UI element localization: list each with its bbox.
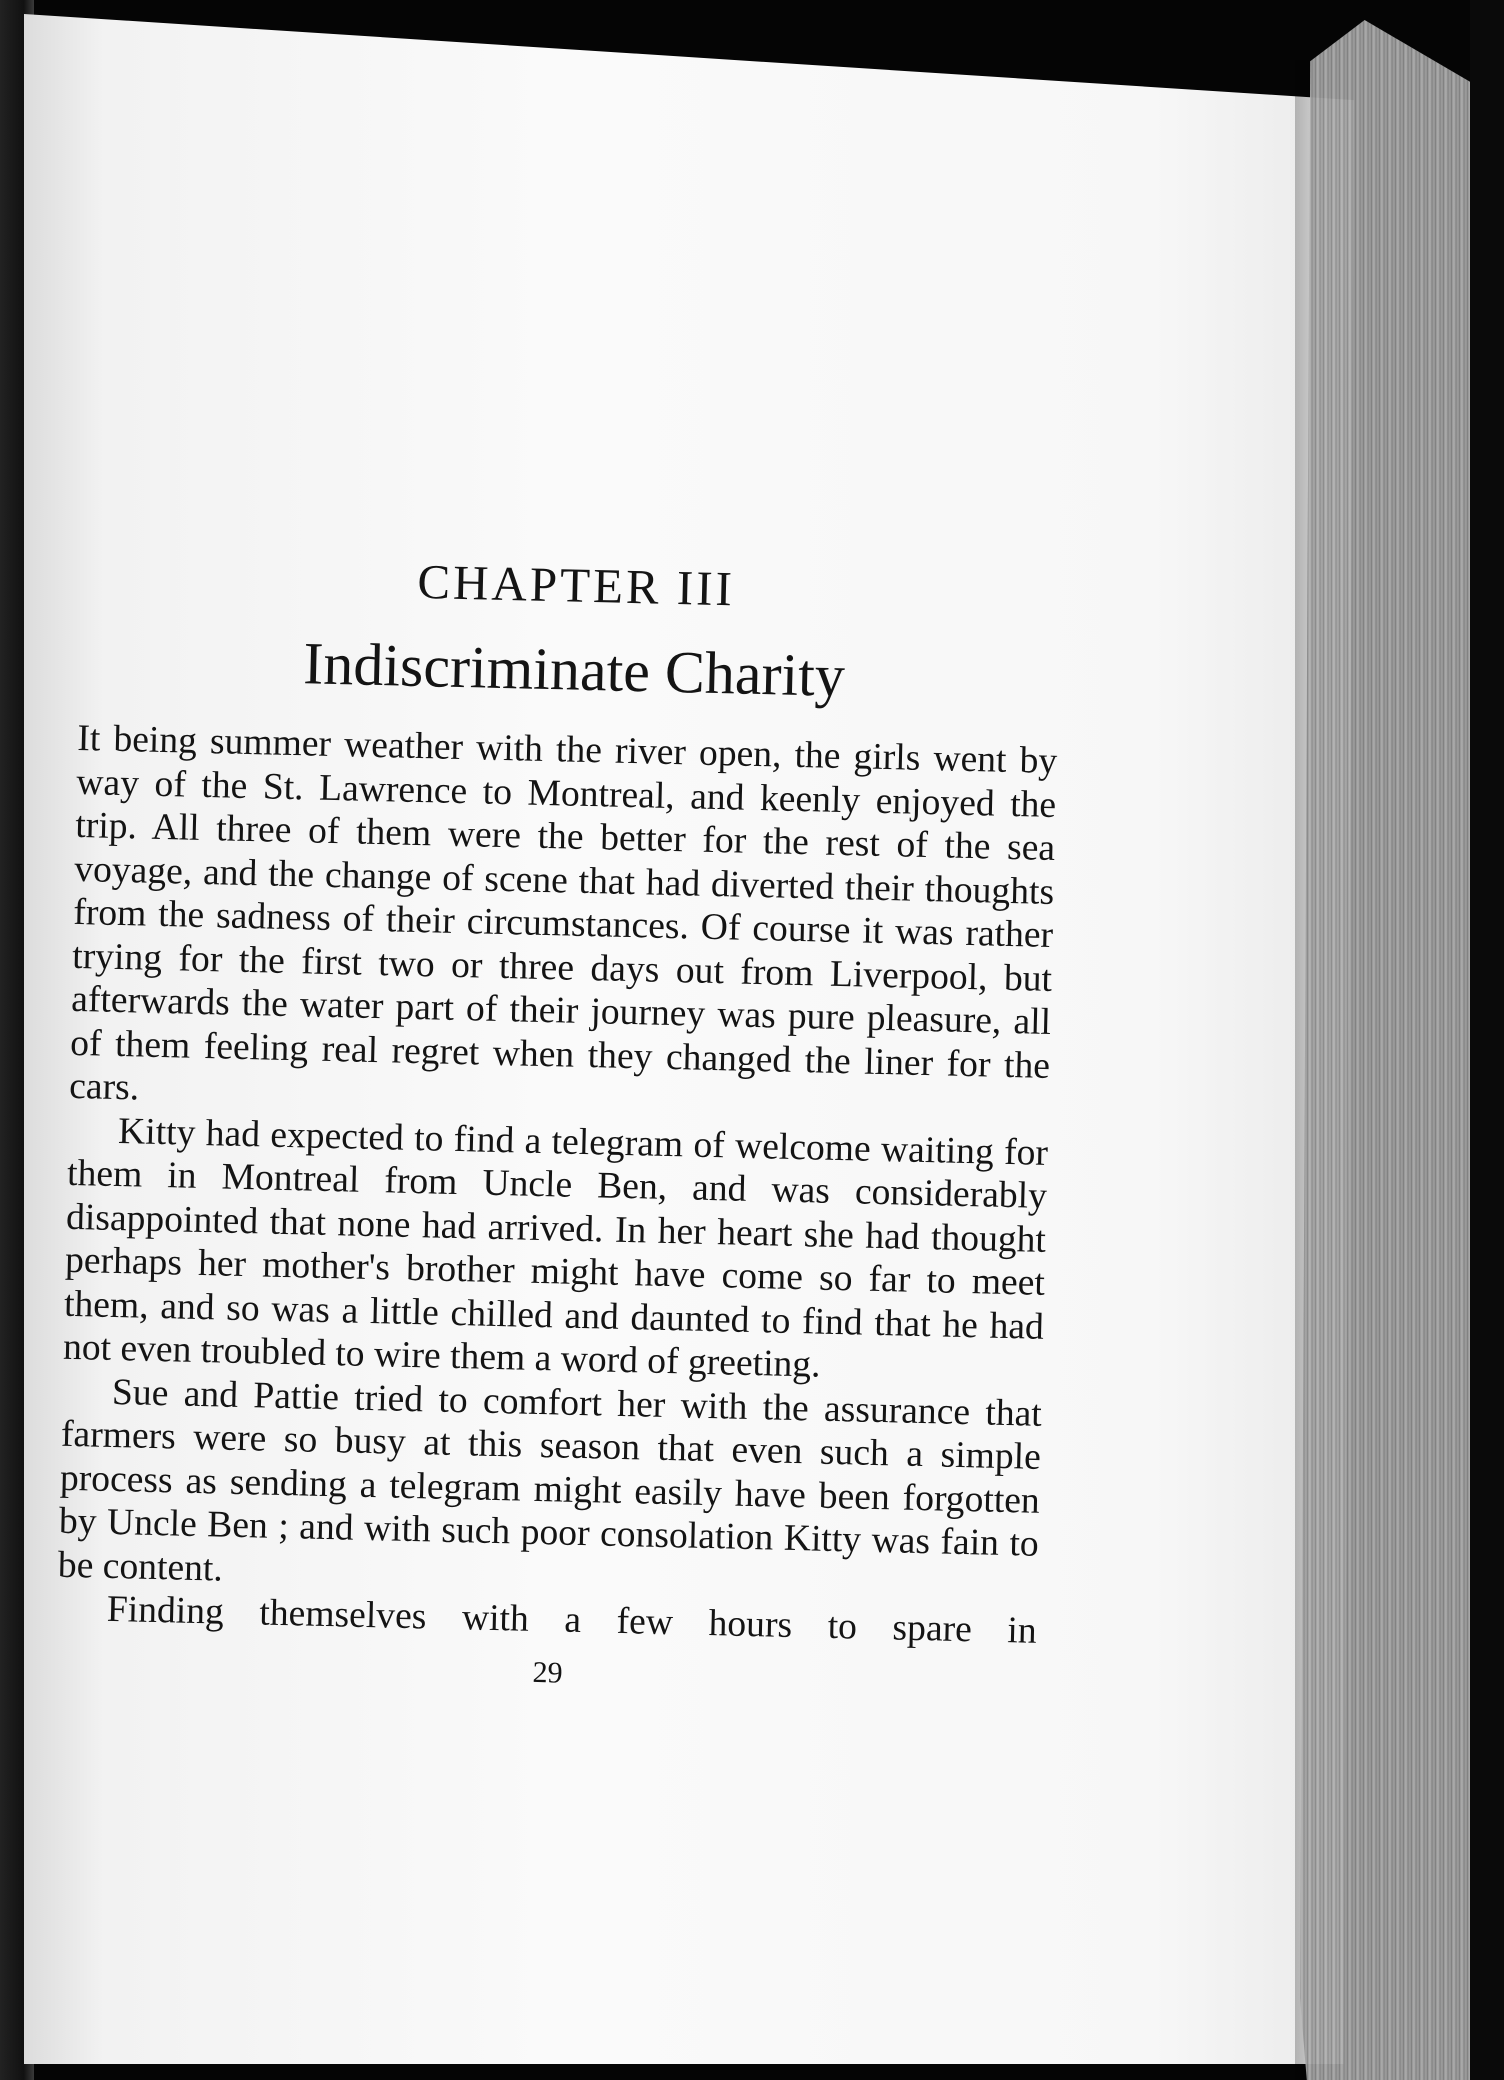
chapter-label: CHAPTER III (416, 553, 736, 617)
paragraph-2: Kitty had expected to find a telegram of welcome waiting for them in Montreal from Uncle Ben, and was considerably disappointed that none had arrived. In her heart she had thought perhaps her mother's brother might have come so far to meet them, and so was a little chilled and daunted to find that he had not even troubled to wire them a word of greeting. (62, 1110, 1049, 1386)
paragraph-4: Finding themselves with a few hours to spare in (106, 1588, 1038, 1652)
chapter-title: Indiscriminate Charity (302, 630, 846, 710)
cover-edge (1470, 0, 1504, 2080)
paragraph-1: It being summer weather with the river open, the girls went by way of the St. Lawrence to Montreal, and keenly enjoyed the trip. All three of them were the better for the rest of the sea voyage, and the change of scene that had diverted their thoughts from the sadness of their circumstances. Of course it was rather trying for the first two or three days out from Liverpool, but afterwards the water part of their journey was pure pleasure, all of them feeling real regret when they changed the liner for the cars. (68, 717, 1058, 1109)
page-number: 29 (532, 1655, 563, 1690)
page-text-block (55, 545, 1061, 1701)
page-edges-stack (1300, 20, 1470, 2080)
paragraph-3: Sue and Pattie tried to comfort her with the assurance that farmers were so busy at this season that even such a simple process as sending a telegram might easily have been forgotten by Uncle Ben ; and with such poor consolation Kitty was fain to be content. (57, 1371, 1043, 1590)
